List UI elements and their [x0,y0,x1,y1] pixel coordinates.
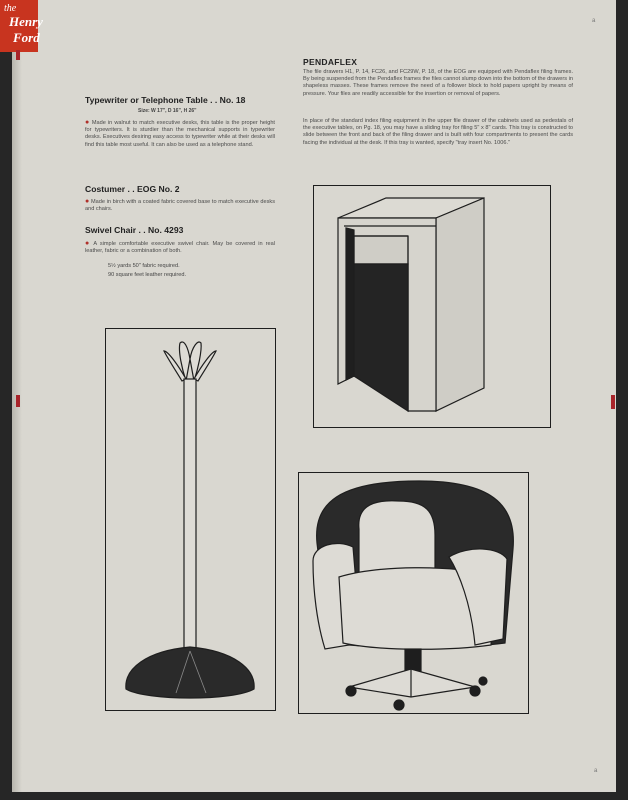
costumer-text: Made in birch with a coated fabric covered base to match executive desks and chairs. [85,199,275,213]
bullet-icon: ● [85,198,90,205]
page-mark-bottom: a [594,768,598,774]
costumer-description [85,198,275,213]
swivel-chair-title: Swivel Chair . . No. 4293 [85,225,184,235]
typewriter-table-size: Size: W 17", D 16", H 26" [138,108,197,114]
bullet-icon: ● [85,119,90,126]
pendaflex-paragraph-1: The file drawers H1, P. 14, FC26, and FC29W, P. 18, of the EOG are equipped with Pendaflex filing frames. By being suspended from the Pendaflex frames the files cannot slump down into the bottom of the drawers in shapeless masses. These frames remove the need of a follower block to hold papers upright by means of pressure. Your files are readily accessible for the insertion or removal of papers. [303,69,573,97]
swivel-chair-illustration [298,472,529,714]
typewriter-table-title: Typewriter or Telephone Table . . No. 18 [85,95,246,105]
leather-requirement: 90 square feet leather required. [108,272,187,278]
left-edge-mark-bottom [16,395,20,407]
fabric-requirement: 5½ yards 50" fabric required. [108,263,180,269]
logo-text-the: the [4,3,17,14]
typewriter-table-text: Made in walnut to match executive desks, this table is the proper height for typewriters. It is sturdier than the mechanical supports in typewriter desks. Executives desiring easy access to typewriter while at their desks will find this table most useful. It can also be used as a telephone stand. [85,120,275,148]
right-edge-mark [611,395,615,409]
pendaflex-heading: PENDAFLEX [303,57,358,67]
costumer-illustration [105,328,276,711]
swivel-chair-text: A simple comfortable executive swivel chair. May be covered in real leather, fabric or a combination of both. [85,241,275,255]
typewriter-table-illustration [313,185,551,428]
page-mark-top: a [592,18,596,24]
pendaflex-paragraph-2: In place of the standard index filing equipment in the upper file drawer of the cabinets used as pedestals of the executive tables, on Pg. 18, you may have a sliding tray for filing 5" x 8" cards. This tray is constructed to slide between the front and back of the filing drawer and is built with four compartments to present the cards facing the individual at the desk. If this tray is wanted, specify "tray insert No. 1006." [303,118,573,146]
typewriter-table-drawing [314,186,550,427]
costumer-title: Costumer . . EOG No. 2 [85,184,180,194]
henry-ford-logo [0,0,43,52]
logo-text-ford: Ford [13,30,40,45]
typewriter-table-description [85,119,275,149]
logo-text-henry: Henry [9,14,43,29]
left-edge-mark-top [16,50,20,60]
swivel-chair-drawing [299,473,528,713]
bullet-icon: ● [85,240,91,247]
costumer-drawing [106,329,275,710]
swivel-chair-description [85,240,275,255]
